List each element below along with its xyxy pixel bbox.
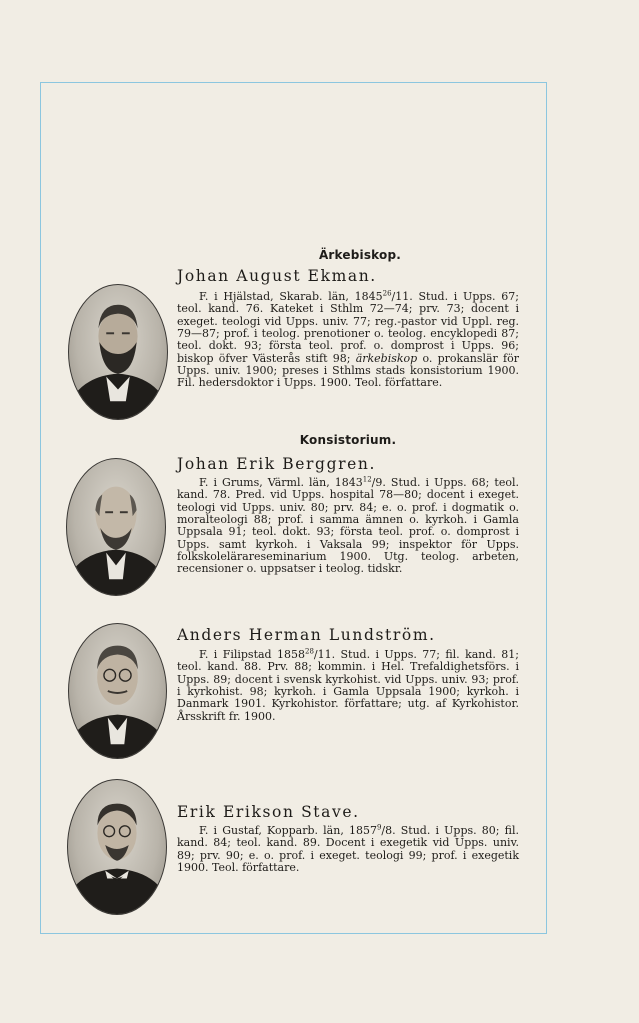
entry-bio-stave xyxy=(177,825,519,874)
section-heading-consistory: Konsistorium. xyxy=(299,433,397,447)
bio-mid: Stud. i Upps. 77; fil. kand. 81; teol. kand. 88. Prv. 88; kommin. i Hel. Trefaldighetsförs. i Upps. 89; docent i svensk kyrkohist. vid Upps. univ. 93; prof. i kyrkohist. 98; kyrkoh. i Gamla Uppsala 1900; kyrkoh. i Danmark 1901. Kyrkohistor. författare; utg. af Kyrkohistor. Årsskrift fr. 1900. xyxy=(177,648,520,723)
entry-name-ekman: Johan August Ekman. xyxy=(177,267,377,285)
birth-month: /8. xyxy=(381,824,396,837)
bio-mid: Stud. i Upps. 67; teol. kand. 76. Kateket i Sthlm 72—74; prv. 73; docent i exeget. teologi vid Upps. univ. 77; reg.-pastor vid Uppl. reg. 79—87; prof. i teolog. prenotioner o. teolog. encyklopedi 87; teol. dokt. 93; första teol. prof. o. domprost i Upps. 96; biskop öfver Västerås stift 98; xyxy=(177,290,519,365)
portrait-stave xyxy=(67,779,167,915)
bio-mid: Stud. i Upps. 68; teol. kand. 78. Pred. vid Upps. hospital 78—80; docent i exeget. teologi vid Upps. univ. 80; prv. 84; e. o. prof. i dogmatik o. moralteologi 88; prof. i samma ämnen o. kyrkoh. i Gamla Uppsala 91; teol. dokt. 93; första teol. prof. o. domprost i Upps. samt kyrkoh. i Vaksala 99; inspektor för Upps. folkskolelärareseminarium 1900. Utg. teolog. arbeten, recensioner o. uppsatser i teolog. tidskr. xyxy=(177,476,519,576)
portrait-ekman xyxy=(68,284,168,420)
bio-mid: Stud. i Upps. 80; fil. kand. 84; teol. kand. 89. Docent i exegetik vid Upps. univ. 89; prv. 90; e. o. prof. i exeget. teologi 99; prof. i exegetik 1900. Teol. författare. xyxy=(177,824,519,875)
birth-day: 12 xyxy=(362,475,372,484)
bio-end: o. prokanslär för Upps. univ. 1900; preses i Sthlms stads konsistorium 1900. Fil. hedersdoktor i Upps. 1900. Teol. författare. xyxy=(177,351,519,390)
portrait-lundstrom xyxy=(68,623,167,759)
birth-day: 28 xyxy=(304,647,314,656)
entry-bio-ekman xyxy=(177,291,519,390)
bio-start: F. i Filipstad 1858 xyxy=(199,648,305,661)
birth-day: 9 xyxy=(376,823,382,832)
entry-bio-berggren xyxy=(177,477,519,576)
section-heading-archbishop: Ärkebiskop. xyxy=(318,248,402,262)
entry-name-berggren: Johan Erik Berggren. xyxy=(177,455,376,473)
portrait-berggren xyxy=(66,458,166,596)
birth-day: 26 xyxy=(382,289,392,298)
entry-name-lundstrom: Anders Herman Lundström. xyxy=(177,626,436,644)
birth-month: /11. xyxy=(313,648,336,661)
bio-start: F. i Grums, Värml. län, 1843 xyxy=(199,476,363,489)
birth-month: /9. xyxy=(371,476,386,489)
entry-bio-lundstrom xyxy=(177,649,519,723)
bio-italic: ärkebiskop xyxy=(355,351,418,365)
birth-month: /11. xyxy=(391,290,413,303)
entry-name-stave: Erik Erikson Stave. xyxy=(177,803,360,821)
bio-start: F. i Hjälstad, Skarab. län, 1845 xyxy=(199,290,383,303)
bio-start: F. i Gustaf, Kopparb. län, 1857 xyxy=(199,824,377,837)
